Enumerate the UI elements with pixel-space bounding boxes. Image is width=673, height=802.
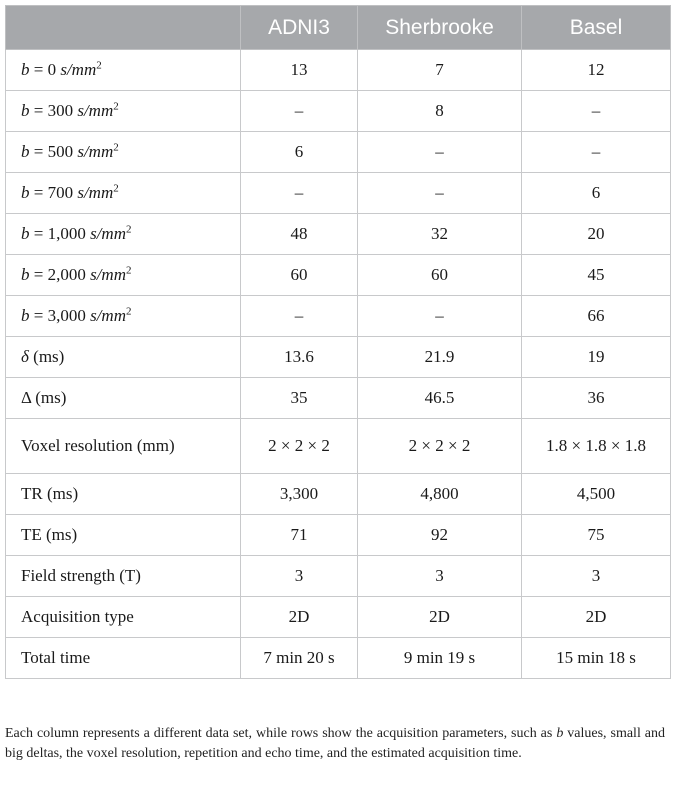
cell-basel: 6 <box>522 173 671 214</box>
table-row <box>6 556 671 597</box>
cell-adni3: 3 <box>241 556 358 597</box>
b-symbol: b <box>21 265 30 284</box>
cell-adni3: 71 <box>241 515 358 556</box>
cell-sherbrooke: 60 <box>358 255 522 296</box>
row-label: TE (ms) <box>6 515 241 556</box>
cell-adni3: 60 <box>241 255 358 296</box>
b-unit-exponent: 2 <box>126 223 132 236</box>
cell-basel: 2D <box>522 597 671 638</box>
header-basel: Basel <box>522 6 671 50</box>
cell-sherbrooke: 4,800 <box>358 474 522 515</box>
acquisition-parameters-table-container <box>5 5 670 679</box>
footnote-text-end: values, small and big deltas, the voxel resolution, repetition and echo time, and the estimated acquisition time. <box>5 726 666 761</box>
b-symbol: b <box>21 306 30 325</box>
row-label: Field strength (T) <box>6 556 241 597</box>
b-symbol: b <box>21 183 30 202</box>
b-value: 1,000 <box>47 224 86 243</box>
b-unit-exponent: 2 <box>126 264 132 277</box>
b-symbol: b <box>21 60 30 79</box>
header-sherbrooke: Sherbrooke <box>358 6 522 50</box>
cell-basel: 3 <box>522 556 671 597</box>
table-row <box>6 296 671 337</box>
row-label-small-delta <box>6 337 241 378</box>
cell-adni3: 35 <box>241 378 358 419</box>
table-footnote <box>5 724 665 764</box>
cell-sherbrooke: 7 <box>358 50 522 91</box>
cell-sherbrooke: 32 <box>358 214 522 255</box>
table-row <box>6 638 671 679</box>
row-label-b-value: b = 300 $s/mm^2$ <box>6 91 241 132</box>
b-value: 0 <box>47 60 57 79</box>
b-unit: s/mm <box>77 142 114 161</box>
cell-sherbrooke: 2D <box>358 597 522 638</box>
b-unit: s/mm <box>90 224 126 243</box>
cell-sherbrooke: 3 <box>358 556 522 597</box>
b-unit: s/mm <box>90 306 126 325</box>
small-delta-symbol: δ <box>21 347 29 366</box>
cell-basel: 20 <box>522 214 671 255</box>
b-unit-exponent: 2 <box>126 305 132 318</box>
row-label: Acquisition type <box>6 597 241 638</box>
header-row <box>6 6 671 50</box>
b-value: 700 <box>47 183 74 202</box>
b-value: 300 <box>47 101 74 120</box>
cell-adni3: – <box>241 173 358 214</box>
cell-sherbrooke: 46.5 <box>358 378 522 419</box>
table-row <box>6 419 671 474</box>
cell-sherbrooke: – <box>358 132 522 173</box>
b-value: 500 <box>47 142 74 161</box>
acquisition-parameters-table <box>5 5 671 679</box>
cell-basel: – <box>522 132 671 173</box>
cell-basel: 75 <box>522 515 671 556</box>
cell-adni3: 3,300 <box>241 474 358 515</box>
table-row <box>6 378 671 419</box>
cell-basel: 36 <box>522 378 671 419</box>
b-unit: s/mm <box>77 101 114 120</box>
row-label: TR (ms) <box>6 474 241 515</box>
cell-sherbrooke: 21.9 <box>358 337 522 378</box>
cell-adni3: 48 <box>241 214 358 255</box>
cell-sherbrooke: – <box>358 296 522 337</box>
header-adni3: ADNI3 <box>241 6 358 50</box>
table-row <box>6 50 671 91</box>
table-row <box>6 337 671 378</box>
table-row <box>6 214 671 255</box>
cell-basel: 19 <box>522 337 671 378</box>
b-unit: s/mm <box>60 60 97 79</box>
row-label: Voxel resolution (mm) <box>6 419 241 474</box>
row-label-b-value: b = 1,000 $s/mm^2$ <box>6 214 241 255</box>
cell-sherbrooke: 8 <box>358 91 522 132</box>
b-unit-exponent: 2 <box>113 182 119 195</box>
table-row <box>6 132 671 173</box>
cell-sherbrooke: 9 min 19 s <box>358 638 522 679</box>
b-unit: s/mm <box>77 183 114 202</box>
cell-adni3: 13 <box>241 50 358 91</box>
b-unit-exponent: 2 <box>96 59 102 72</box>
row-label-b-value: b = 2,000 $s/mm^2$ <box>6 255 241 296</box>
table-row <box>6 173 671 214</box>
big-delta-symbol: Δ <box>21 388 31 407</box>
row-label-big-delta <box>6 378 241 419</box>
cell-basel: – <box>522 91 671 132</box>
cell-adni3: 7 min 20 s <box>241 638 358 679</box>
b-unit: s/mm <box>90 265 126 284</box>
table-row <box>6 255 671 296</box>
table-row <box>6 597 671 638</box>
b-value: 3,000 <box>47 306 86 325</box>
big-delta-unit: (ms) <box>35 388 67 407</box>
cell-basel: 45 <box>522 255 671 296</box>
b-value: 2,000 <box>47 265 86 284</box>
b-symbol: b <box>21 142 30 161</box>
cell-adni3: – <box>241 91 358 132</box>
row-label-b-value: b = 0 $s/mm^2$ <box>6 50 241 91</box>
table-row <box>6 91 671 132</box>
small-delta-unit: (ms) <box>33 347 65 366</box>
row-label-b-value: b = 3,000 $s/mm^2$ <box>6 296 241 337</box>
cell-adni3: 2 × 2 × 2 <box>241 419 358 474</box>
row-label-b-value: b = 500 $s/mm^2$ <box>6 132 241 173</box>
b-unit-exponent: 2 <box>113 141 119 154</box>
footnote-b-symbol: b <box>556 726 564 741</box>
cell-basel: 66 <box>522 296 671 337</box>
cell-adni3: 13.6 <box>241 337 358 378</box>
cell-sherbrooke: 92 <box>358 515 522 556</box>
row-label: Total time <box>6 638 241 679</box>
cell-sherbrooke: 2 × 2 × 2 <box>358 419 522 474</box>
cell-basel: 15 min 18 s <box>522 638 671 679</box>
cell-adni3: – <box>241 296 358 337</box>
cell-adni3: 6 <box>241 132 358 173</box>
cell-sherbrooke: – <box>358 173 522 214</box>
cell-basel: 4,500 <box>522 474 671 515</box>
b-unit-exponent: 2 <box>113 100 119 113</box>
b-symbol: b <box>21 224 30 243</box>
row-label-b-value: b = 700 $s/mm^2$ <box>6 173 241 214</box>
footnote-text-start: Each column represents a different data set, while rows show the acquisition parameters, such as <box>5 726 557 741</box>
cell-basel: 1.8 × 1.8 × 1.8 <box>522 419 671 474</box>
table-row <box>6 515 671 556</box>
header-corner-cell <box>6 6 241 50</box>
table-row <box>6 474 671 515</box>
cell-basel: 12 <box>522 50 671 91</box>
cell-adni3: 2D <box>241 597 358 638</box>
b-symbol: b <box>21 101 30 120</box>
